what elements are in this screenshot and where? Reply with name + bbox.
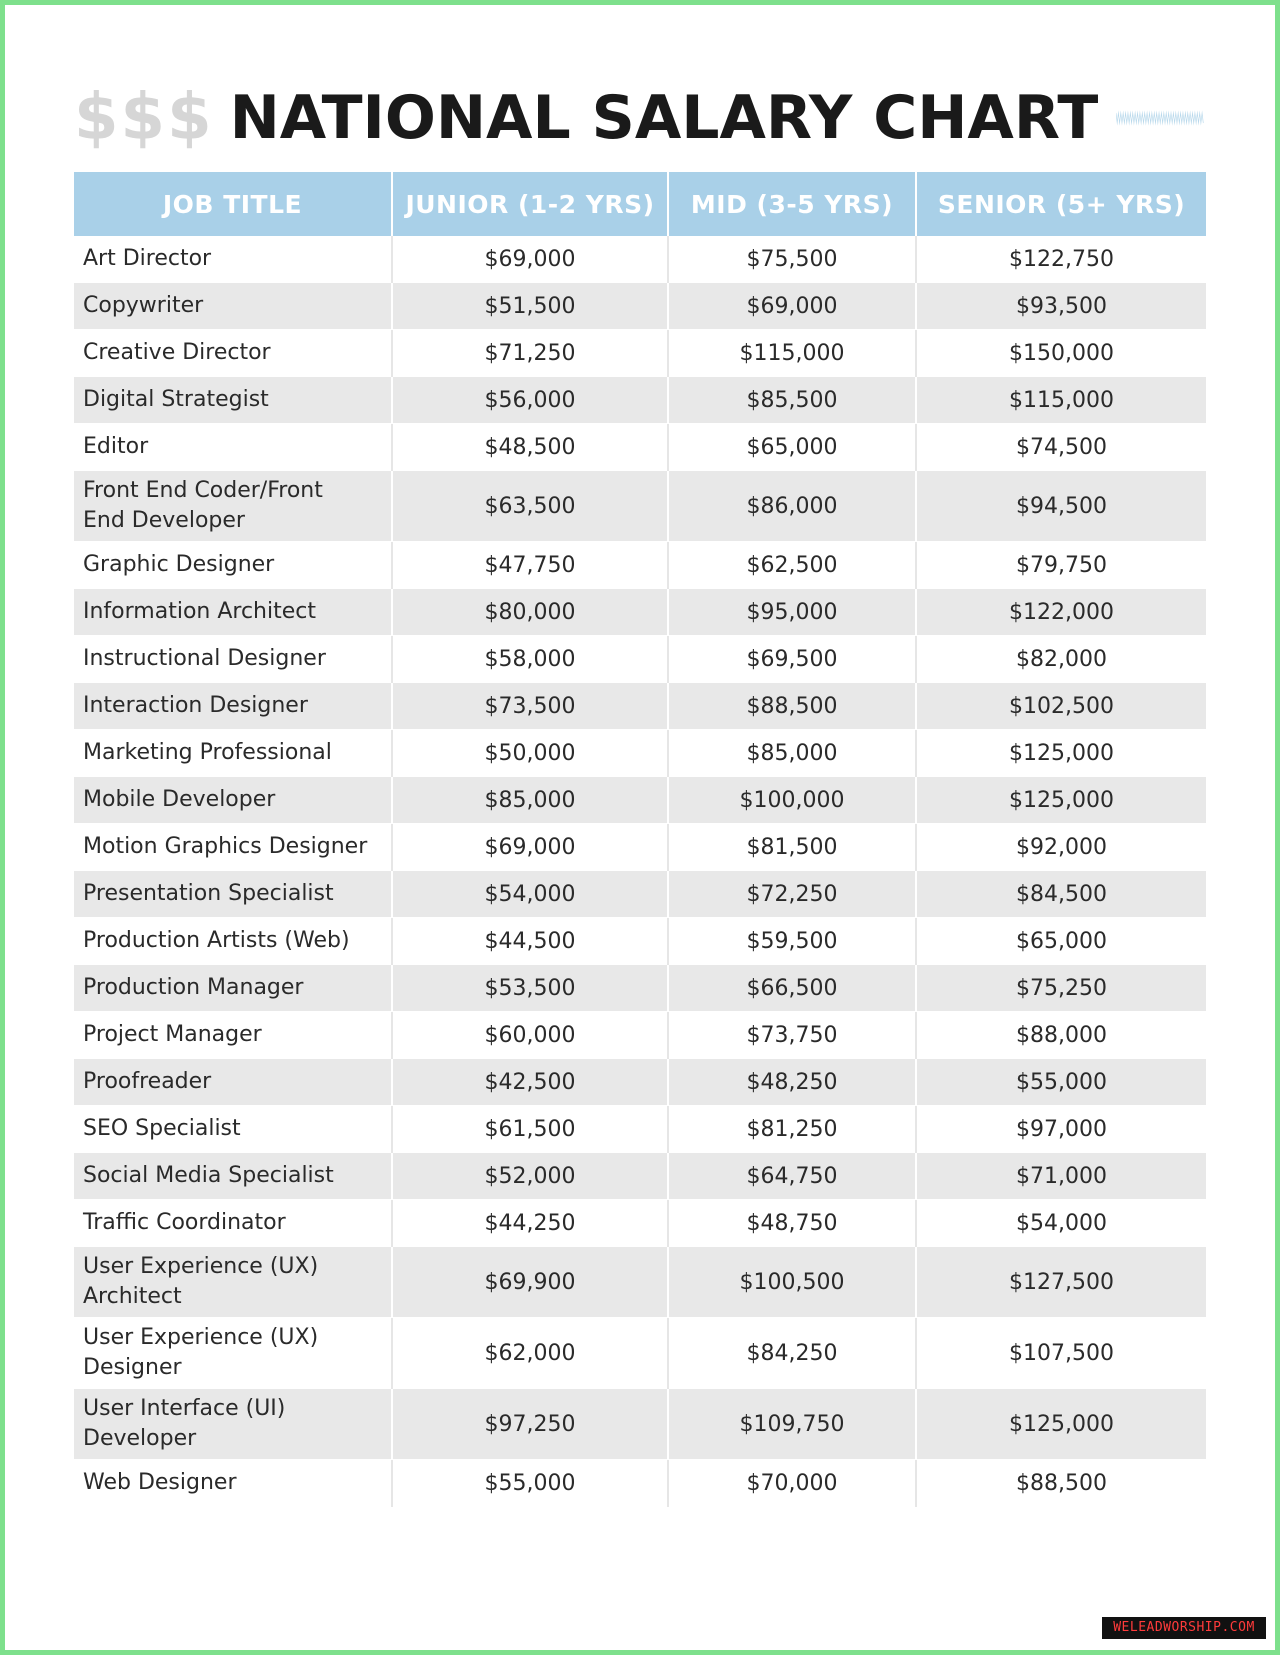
mid-salary-cell: $75,500: [668, 236, 916, 283]
mid-salary-cell: $81,500: [668, 824, 916, 871]
mid-salary-cell: $70,000: [668, 1460, 916, 1507]
senior-salary-cell: $75,250: [916, 965, 1206, 1012]
table-row: [74, 636, 1206, 683]
senior-salary-cell: $150,000: [916, 330, 1206, 377]
job-title-cell: Creative Director: [74, 330, 392, 377]
senior-salary-cell: $107,500: [916, 1318, 1206, 1389]
header-junior: JUNIOR (1-2 YRS): [392, 172, 668, 236]
junior-salary-cell: $63,500: [392, 471, 668, 542]
junior-salary-cell: $48,500: [392, 424, 668, 471]
table-row: [74, 1247, 1206, 1318]
mid-salary-cell: $62,500: [668, 542, 916, 589]
job-title-cell: Front End Coder/Front End Developer: [74, 471, 392, 542]
mid-salary-cell: $81,250: [668, 1106, 916, 1153]
junior-salary-cell: $51,500: [392, 283, 668, 330]
salary-table: [74, 172, 1206, 1507]
mid-salary-cell: $85,000: [668, 730, 916, 777]
table-row: [74, 730, 1206, 777]
mid-salary-cell: $59,500: [668, 918, 916, 965]
job-title-cell: Proofreader: [74, 1059, 392, 1106]
table-row: [74, 918, 1206, 965]
table-row: [74, 1200, 1206, 1247]
mid-salary-cell: $69,000: [668, 283, 916, 330]
zigzag-decoration: [1116, 110, 1204, 126]
senior-salary-cell: $122,000: [916, 589, 1206, 636]
senior-salary-cell: $92,000: [916, 824, 1206, 871]
junior-salary-cell: $44,250: [392, 1200, 668, 1247]
mid-salary-cell: $84,250: [668, 1318, 916, 1389]
senior-salary-cell: $122,750: [916, 236, 1206, 283]
table-body: [74, 236, 1206, 1507]
mid-salary-cell: $73,750: [668, 1012, 916, 1059]
job-title-cell: Digital Strategist: [74, 377, 392, 424]
table-row: [74, 1012, 1206, 1059]
header-mid: MID (3-5 YRS): [668, 172, 916, 236]
senior-salary-cell: $88,500: [916, 1460, 1206, 1507]
mid-salary-cell: $95,000: [668, 589, 916, 636]
job-title-cell: Social Media Specialist: [74, 1153, 392, 1200]
junior-salary-cell: $58,000: [392, 636, 668, 683]
junior-salary-cell: $73,500: [392, 683, 668, 730]
mid-salary-cell: $48,250: [668, 1059, 916, 1106]
table-row: [74, 1389, 1206, 1460]
table-row: [74, 824, 1206, 871]
table-row: [74, 1059, 1206, 1106]
job-title-cell: Instructional Designer: [74, 636, 392, 683]
mid-salary-cell: $115,000: [668, 330, 916, 377]
junior-salary-cell: $47,750: [392, 542, 668, 589]
job-title-cell: User Experience (UX) Designer: [74, 1318, 392, 1389]
junior-salary-cell: $44,500: [392, 918, 668, 965]
senior-salary-cell: $125,000: [916, 730, 1206, 777]
senior-salary-cell: $55,000: [916, 1059, 1206, 1106]
job-title-cell: Production Manager: [74, 965, 392, 1012]
job-title-cell: SEO Specialist: [74, 1106, 392, 1153]
job-title-cell: Art Director: [74, 236, 392, 283]
mid-salary-cell: $86,000: [668, 471, 916, 542]
senior-salary-cell: $102,500: [916, 683, 1206, 730]
senior-salary-cell: $79,750: [916, 542, 1206, 589]
junior-salary-cell: $69,000: [392, 236, 668, 283]
mid-salary-cell: $88,500: [668, 683, 916, 730]
mid-salary-cell: $100,500: [668, 1247, 916, 1318]
junior-salary-cell: $50,000: [392, 730, 668, 777]
senior-salary-cell: $127,500: [916, 1247, 1206, 1318]
table-row: [74, 542, 1206, 589]
senior-salary-cell: $97,000: [916, 1106, 1206, 1153]
junior-salary-cell: $80,000: [392, 589, 668, 636]
job-title-cell: Mobile Developer: [74, 777, 392, 824]
chart-title: NATIONAL SALARY CHART: [229, 83, 1099, 153]
senior-salary-cell: $82,000: [916, 636, 1206, 683]
junior-salary-cell: $60,000: [392, 1012, 668, 1059]
mid-salary-cell: $72,250: [668, 871, 916, 918]
senior-salary-cell: $74,500: [916, 424, 1206, 471]
job-title-cell: Editor: [74, 424, 392, 471]
title-row: [74, 80, 1204, 156]
header-job-title: JOB TITLE: [74, 172, 392, 236]
job-title-cell: Graphic Designer: [74, 542, 392, 589]
junior-salary-cell: $56,000: [392, 377, 668, 424]
table-row: [74, 871, 1206, 918]
senior-salary-cell: $115,000: [916, 377, 1206, 424]
mid-salary-cell: $64,750: [668, 1153, 916, 1200]
job-title-cell: Traffic Coordinator: [74, 1200, 392, 1247]
table-row: [74, 330, 1206, 377]
senior-salary-cell: $88,000: [916, 1012, 1206, 1059]
mid-salary-cell: $109,750: [668, 1389, 916, 1460]
table-row: [74, 1106, 1206, 1153]
table-row: [74, 1460, 1206, 1507]
junior-salary-cell: $42,500: [392, 1059, 668, 1106]
table-row: [74, 683, 1206, 730]
job-title-cell: User Interface (UI) Developer: [74, 1389, 392, 1460]
senior-salary-cell: $125,000: [916, 777, 1206, 824]
table-row: [74, 377, 1206, 424]
job-title-cell: Project Manager: [74, 1012, 392, 1059]
table-row: [74, 283, 1206, 330]
watermark-badge: WELEADWORSHIP.COM: [1102, 1617, 1266, 1639]
job-title-cell: Web Designer: [74, 1460, 392, 1507]
junior-salary-cell: $52,000: [392, 1153, 668, 1200]
junior-salary-cell: $54,000: [392, 871, 668, 918]
header-senior: SENIOR (5+ YRS): [916, 172, 1206, 236]
table-row: [74, 589, 1206, 636]
senior-salary-cell: $71,000: [916, 1153, 1206, 1200]
junior-salary-cell: $61,500: [392, 1106, 668, 1153]
dollar-signs-decoration: $$$: [74, 81, 214, 155]
table-header-row: [74, 172, 1206, 236]
junior-salary-cell: $62,000: [392, 1318, 668, 1389]
mid-salary-cell: $69,500: [668, 636, 916, 683]
table-row: [74, 471, 1206, 542]
mid-salary-cell: $85,500: [668, 377, 916, 424]
junior-salary-cell: $85,000: [392, 777, 668, 824]
job-title-cell: User Experience (UX) Architect: [74, 1247, 392, 1318]
senior-salary-cell: $65,000: [916, 918, 1206, 965]
table-row: [74, 236, 1206, 283]
job-title-cell: Information Architect: [74, 589, 392, 636]
mid-salary-cell: $65,000: [668, 424, 916, 471]
junior-salary-cell: $97,250: [392, 1389, 668, 1460]
senior-salary-cell: $54,000: [916, 1200, 1206, 1247]
senior-salary-cell: $125,000: [916, 1389, 1206, 1460]
job-title-cell: Copywriter: [74, 283, 392, 330]
table-row: [74, 965, 1206, 1012]
mid-salary-cell: $66,500: [668, 965, 916, 1012]
job-title-cell: Production Artists (Web): [74, 918, 392, 965]
job-title-cell: Motion Graphics Designer: [74, 824, 392, 871]
senior-salary-cell: $84,500: [916, 871, 1206, 918]
mid-salary-cell: $100,000: [668, 777, 916, 824]
job-title-cell: Interaction Designer: [74, 683, 392, 730]
senior-salary-cell: $94,500: [916, 471, 1206, 542]
mid-salary-cell: $48,750: [668, 1200, 916, 1247]
table-row: [74, 1318, 1206, 1389]
job-title-cell: Presentation Specialist: [74, 871, 392, 918]
job-title-cell: Marketing Professional: [74, 730, 392, 777]
junior-salary-cell: $71,250: [392, 330, 668, 377]
junior-salary-cell: $55,000: [392, 1460, 668, 1507]
table-row: [74, 424, 1206, 471]
junior-salary-cell: $53,500: [392, 965, 668, 1012]
junior-salary-cell: $69,000: [392, 824, 668, 871]
table-row: [74, 1153, 1206, 1200]
table-row: [74, 777, 1206, 824]
senior-salary-cell: $93,500: [916, 283, 1206, 330]
junior-salary-cell: $69,900: [392, 1247, 668, 1318]
